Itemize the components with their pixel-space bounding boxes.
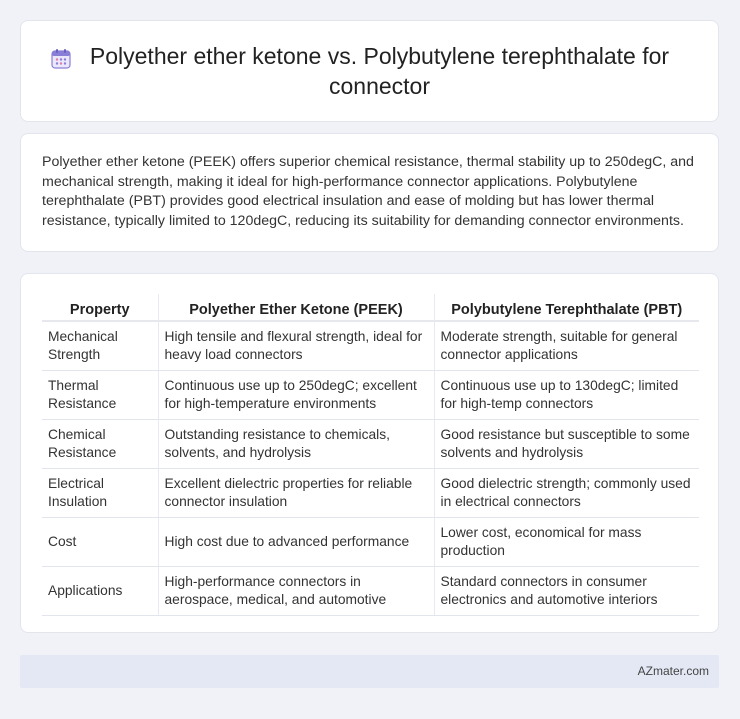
- footer-bar: [20, 655, 719, 688]
- peek-cell: High cost due to advanced performance: [158, 517, 434, 566]
- comparison-table-card: [20, 273, 719, 633]
- header-property: Property: [42, 294, 158, 321]
- property-cell: Electrical Insulation: [42, 468, 158, 517]
- table-row: [42, 419, 699, 468]
- summary-text: Polyether ether ketone (PEEK) offers superior chemical resistance, thermal stability up to 250degC, and mechanical strength, making it ideal for high-performance connector applications. Polybutylene terephthalate (PBT) provides good electrical insulation and ease of molding but has lower thermal resistance, typically limited to 120degC, reducing its suitability for demanding connector environments.: [42, 154, 694, 229]
- property-cell: Chemical Resistance: [42, 419, 158, 468]
- page-title: Polyether ether ketone vs. Polybutylene terephthalate for connector: [89, 43, 670, 99]
- peek-cell: High tensile and flexural strength, ideal for heavy load connectors: [158, 321, 434, 370]
- table-row: [42, 370, 699, 419]
- pbt-cell: Standard connectors in consumer electronics and automotive interiors: [434, 566, 699, 615]
- property-cell: Applications: [42, 566, 158, 615]
- summary-card: [20, 133, 719, 252]
- property-cell: Cost: [42, 517, 158, 566]
- header-pbt: Polybutylene Terephthalate (PBT): [434, 294, 699, 321]
- peek-cell: Continuous use up to 250degC; excellent for high-temperature environments: [158, 370, 434, 419]
- table-header-row: [42, 294, 699, 321]
- table-row: [42, 517, 699, 566]
- table-row: [42, 468, 699, 517]
- peek-cell: High-performance connectors in aerospace, medical, and automotive: [158, 566, 434, 615]
- pbt-cell: Good resistance but susceptible to some solvents and hydrolysis: [434, 419, 699, 468]
- pbt-cell: Good dielectric strength; commonly used in electrical connectors: [434, 468, 699, 517]
- property-cell: Thermal Resistance: [42, 370, 158, 419]
- pbt-cell: Continuous use up to 130degC; limited for high-temp connectors: [434, 370, 699, 419]
- title-card: [20, 20, 719, 122]
- comparison-table: [42, 294, 699, 616]
- table-row: [42, 566, 699, 615]
- header-peek: Polyether Ether Ketone (PEEK): [158, 294, 434, 321]
- peek-cell: Outstanding resistance to chemicals, solvents, and hydrolysis: [158, 419, 434, 468]
- property-cell: Mechanical Strength: [42, 321, 158, 370]
- pbt-cell: Lower cost, economical for mass production: [434, 517, 699, 566]
- pbt-cell: Moderate strength, suitable for general connector applications: [434, 321, 699, 370]
- peek-cell: Excellent dielectric properties for reliable connector insulation: [158, 468, 434, 517]
- table-row: [42, 321, 699, 370]
- footer-brand[interactable]: AZmater.com: [637, 664, 709, 678]
